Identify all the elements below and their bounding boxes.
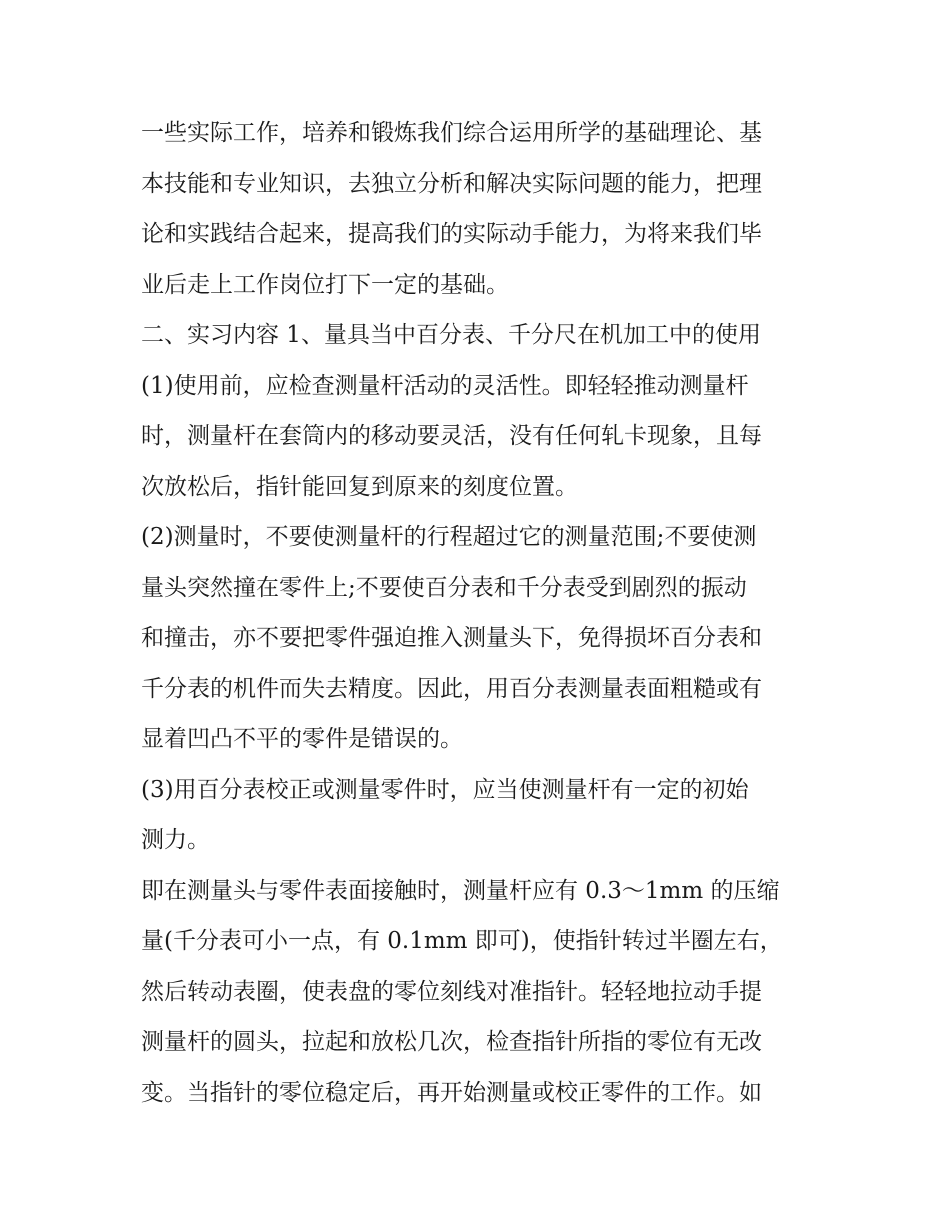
text-line: (1)使用前，应检查测量杆活动的灵活性。即轻轻推动测量杆: [141, 372, 749, 399]
text-line: 本技能和专业知识，去独立分析和解决实际问题的能力，把理: [141, 170, 762, 197]
text-line: 量头突然撞在零件上;不要使百分表和千分表受到剧烈的振动: [141, 574, 747, 601]
text-line: 测量杆的圆头，拉起和放松几次，检查指针所指的零位有无改: [141, 1029, 762, 1055]
text-line: (2)测量时，不要使测量杆的行程超过它的测量范围;不要使测: [141, 524, 757, 550]
text-line: 测力。: [141, 827, 210, 853]
text-line: 和撞击，亦不要把零件强迫推入测量头下，免得损坏百分表和: [141, 625, 762, 651]
text-line: 千分表的机件而失去精度。因此，用百分表测量表面粗糙或有: [141, 675, 762, 702]
text-line: 一些实际工作，培养和锻炼我们综合运用所学的基础理论、基: [141, 120, 762, 146]
text-line: 业后走上工作岗位打下一定的基础。: [141, 271, 509, 298]
text-line: 次放松后，指针能回复到原来的刻度位置。: [141, 473, 578, 500]
text-line: 论和实践结合起来，提高我们的实际动手能力，为将来我们毕: [141, 221, 762, 247]
text-line: 显着凹凸不平的零件是错误的。: [141, 726, 463, 752]
text-line: 时，测量杆在套筒内的移动要灵活，没有任何轧卡现象，且每: [141, 423, 762, 449]
text-line: 变。当指针的零位稳定后，再开始测量或校正零件的工作。如: [141, 1079, 762, 1106]
text-line: 即在测量头与零件表面接触时，测量杆应有 0.3～1mm 的压缩: [141, 877, 780, 904]
text-line: 量(千分表可小一点，有 0.1mm 即可)，使指针转过半圈左右，: [141, 928, 783, 954]
text-line: 然后转动表圈，使表盘的零位刻线对准指针。轻轻地拉动手提: [141, 978, 762, 1005]
text-line: (3)用百分表校正或测量零件时，应当使测量杆有一定的初始: [141, 776, 749, 803]
section-heading-line: 二、实习内容 1、量具当中百分表、千分尺在机加工中的使用: [141, 322, 761, 348]
document-body: [141, 108, 821, 1118]
